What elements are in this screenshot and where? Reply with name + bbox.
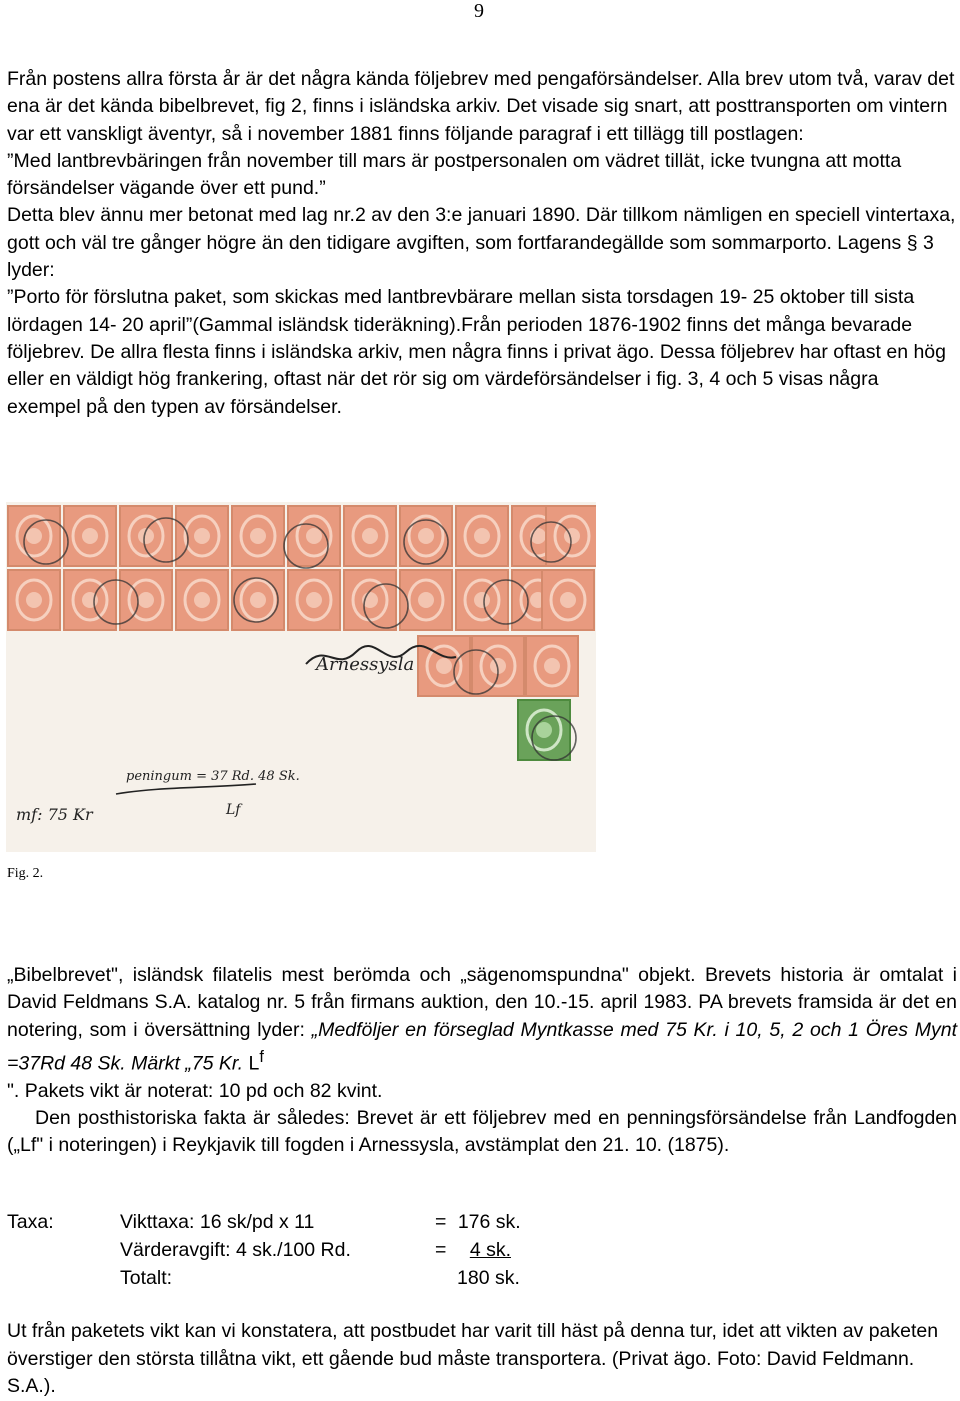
taxa-row-3 xyxy=(120,1264,172,1292)
stamp-row-1 xyxy=(8,506,596,566)
intro-text-1: Från postens allra första år är det några kända följebrev med pengaförsändelser. Alla brev utom två, varav det ena är det kända bibelbrevet, fig 2, finns i isländska arkiv. Det visade sig snart, att posttransporten om vintern var ett vanskligt äventyr, så i november 1881 finns följande paragraf i ett tillägg till postlagen: xyxy=(7,68,955,145)
desc-text-2: L xyxy=(243,1052,260,1075)
intro-quote-2: ”Porto för förslutna paket, som skickas med lantbrevbärare mellan sista torsdagen 19- 25 oktober till sista lördagen 14- 20 april”(Gammal isländsk tideräkning).Från perioden 1876-1902 finns det många bevarade följebrev. De allra flesta finns i isländska arkiv, men några finns i privat ägo. Dessa följebrev har oftast en hög eller en väldigt hög frankering, oftast när det rör sig om värdeförsändelser i fig. 3, 4 och 5 visas några exempel på den typen av försändelser. xyxy=(7,286,946,418)
taxa-eq-2 xyxy=(435,1236,511,1264)
intro-quote-1: ”Med lantbrevbäringen från november till mars är postpersonalen om vädret tillät, icke tvungna att motta försändelser vägande över ett pund.” xyxy=(7,149,902,200)
taxa-value: 176 sk. xyxy=(457,1211,521,1233)
closing-paragraph: Ut från paketets vikt kan vi konstatera, att postbudet har varit till häst på denna tur, idet att vikten av paketen överstiger den största tillåtna vikt, ett gående bud måste transportera. (Privat ägo. Foto: David Feldmann. S.A.). xyxy=(7,1320,939,1397)
taxa-equals: = xyxy=(435,1211,447,1233)
taxa-row-2 xyxy=(120,1236,351,1264)
taxa-row-name: Vikttaxa: 16 sk/pd x 11 xyxy=(120,1211,315,1233)
handwriting-4: Arnessysla xyxy=(316,654,415,675)
desc-superscript: f xyxy=(259,1047,264,1066)
handwriting-1: peningum = 37 Rd. 48 Sk. xyxy=(126,769,300,784)
taxa-equals: = xyxy=(435,1239,447,1261)
description-paragraph xyxy=(7,962,957,1160)
desc-text-3: ". Pakets vikt är noterat: 10 pd och 82 kvint. xyxy=(7,1079,383,1102)
stamp-green xyxy=(518,700,570,760)
intro-text-2: Detta blev ännu mer betonat med lag nr.2 av den 3:e januari 1890. Där tillkom nämligen en speciell vintertaxa, gott och väl tre gånger högre än den tidigare avgiften, som fortfarandegällde som sommarporto. Lagens § 3 lyder: xyxy=(7,204,956,282)
taxa-row-1 xyxy=(120,1208,314,1236)
taxa-value: 4 sk. xyxy=(469,1239,511,1261)
handwriting-2: Lf xyxy=(226,802,241,818)
taxa-row-name: Värderavgift: 4 sk./100 Rd. xyxy=(120,1239,351,1261)
desc-italic-2: en förseglad Myntkasse med 75 Kr. i 10, 5, 2 och 1 Öres Mynt =37Rd 48 Sk. Märkt „75 Kr. xyxy=(7,1018,958,1075)
intro-paragraph xyxy=(7,66,957,421)
stamps-illustration xyxy=(6,502,596,852)
taxa-value: 180 sk. xyxy=(457,1267,520,1289)
stamp-row-3 xyxy=(418,636,578,696)
taxa-eq-3 xyxy=(457,1264,520,1292)
bible-letter-photo xyxy=(6,502,596,852)
stamp-row-2 xyxy=(8,570,594,630)
desc-italic-1: „Medföljer xyxy=(311,1018,399,1041)
desc-text-4: Den posthistoriska fakta är således: Brevet är ett följebrev med en penningsförsändelse från Landfogden („Lf" i noteringen) i Reykjavik till fogden i Arnessysla, avstämplat den 21. 10. (1875). xyxy=(7,1106,957,1157)
desc-text-1: „Bibelbrevet", isländsk filatelis mest berömda och „sägenomspundna" objekt. Brevets historia är omtalat i David Feldmans S.A. katalog nr. 5 från firmans auktion, den 10.-15. april 1983. PA brevets framsida är det en notering, som i översättning lyder: xyxy=(7,964,957,1041)
figure-caption: Fig. 2. xyxy=(7,866,44,881)
taxa-row-name: Totalt: xyxy=(120,1267,173,1289)
page-number: 9 xyxy=(474,0,484,22)
handwriting-3: mf: 75 Kr xyxy=(16,805,93,824)
taxa-label: Taxa: xyxy=(7,1211,54,1233)
taxa-eq-1 xyxy=(435,1208,521,1236)
